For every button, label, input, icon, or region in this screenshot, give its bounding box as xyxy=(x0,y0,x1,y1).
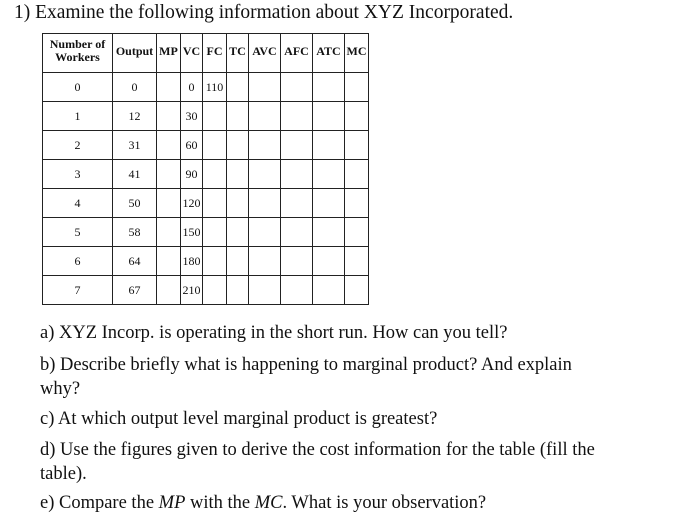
question-e xyxy=(40,493,486,514)
cell-fc xyxy=(203,218,227,247)
cell-mp xyxy=(157,73,181,102)
cell-tc xyxy=(227,218,249,247)
cell-afc xyxy=(281,160,313,189)
cell-atc xyxy=(313,131,345,160)
cell-mp xyxy=(157,276,181,305)
question-c: c) At which output level marginal product is greatest? xyxy=(40,409,438,429)
cell-afc xyxy=(281,131,313,160)
cell-afc xyxy=(281,276,313,305)
cell-avc xyxy=(249,73,281,102)
cell-atc xyxy=(313,218,345,247)
cell-vc: 180 xyxy=(181,247,203,276)
cell-vc: 60 xyxy=(181,131,203,160)
cell-tc xyxy=(227,73,249,102)
header-avc: AVC xyxy=(249,34,281,73)
cell-avc xyxy=(249,247,281,276)
cell-afc xyxy=(281,218,313,247)
cell-atc xyxy=(313,102,345,131)
cell-output: 67 xyxy=(113,276,157,305)
cell-avc xyxy=(249,131,281,160)
cell-fc xyxy=(203,102,227,131)
cell-avc xyxy=(249,276,281,305)
cell-mc xyxy=(345,131,369,160)
cell-avc xyxy=(249,102,281,131)
cell-atc xyxy=(313,189,345,218)
table-row xyxy=(43,102,369,131)
cell-tc xyxy=(227,131,249,160)
cell-workers: 5 xyxy=(43,218,113,247)
question-e-suffix: . What is your observation? xyxy=(282,493,487,513)
question-d-line1: d) Use the figures given to derive the cost information for the table (fill the xyxy=(40,440,595,460)
cell-atc xyxy=(313,276,345,305)
cell-output: 12 xyxy=(113,102,157,131)
question-b-line1: b) Describe briefly what is happening to marginal product? And explain xyxy=(40,355,572,375)
cell-fc xyxy=(203,247,227,276)
cell-mc xyxy=(345,160,369,189)
cell-fc xyxy=(203,189,227,218)
cell-mc xyxy=(345,247,369,276)
table-row xyxy=(43,276,369,305)
question-e-mc: MC xyxy=(254,493,283,513)
table-row xyxy=(43,131,369,160)
cell-avc xyxy=(249,160,281,189)
cell-afc xyxy=(281,73,313,102)
cost-table xyxy=(42,33,369,305)
header-vc: VC xyxy=(181,34,203,73)
cell-output: 41 xyxy=(113,160,157,189)
cell-fc xyxy=(203,160,227,189)
cell-mp xyxy=(157,247,181,276)
cell-tc xyxy=(227,247,249,276)
cell-vc: 0 xyxy=(181,73,203,102)
cell-workers: 0 xyxy=(43,73,113,102)
cell-avc xyxy=(249,218,281,247)
cell-afc xyxy=(281,102,313,131)
cell-tc xyxy=(227,160,249,189)
cell-mc xyxy=(345,102,369,131)
cell-output: 31 xyxy=(113,131,157,160)
cell-workers: 4 xyxy=(43,189,113,218)
question-e-mp: MP xyxy=(158,493,186,513)
cell-fc xyxy=(203,131,227,160)
table-row xyxy=(43,218,369,247)
cell-output: 58 xyxy=(113,218,157,247)
cell-output: 50 xyxy=(113,189,157,218)
header-mp: MP xyxy=(157,34,181,73)
cell-mc xyxy=(345,73,369,102)
header-atc: ATC xyxy=(313,34,345,73)
cell-atc xyxy=(313,73,345,102)
cell-atc xyxy=(313,247,345,276)
cell-mc xyxy=(345,189,369,218)
cell-mp xyxy=(157,189,181,218)
question-e-prefix: e) Compare the xyxy=(40,493,159,513)
cell-vc: 150 xyxy=(181,218,203,247)
header-fc: FC xyxy=(203,34,227,73)
cell-avc xyxy=(249,189,281,218)
question-a: a) XYZ Incorp. is operating in the short run. How can you tell? xyxy=(40,323,508,343)
cell-workers: 6 xyxy=(43,247,113,276)
cell-output: 0 xyxy=(113,73,157,102)
cell-vc: 30 xyxy=(181,102,203,131)
cell-mp xyxy=(157,102,181,131)
table-body xyxy=(43,73,369,305)
header-mc: MC xyxy=(345,34,369,73)
cell-mc xyxy=(345,276,369,305)
cell-tc xyxy=(227,102,249,131)
cell-afc xyxy=(281,247,313,276)
cell-output: 64 xyxy=(113,247,157,276)
cell-workers: 2 xyxy=(43,131,113,160)
table-row xyxy=(43,73,369,102)
cell-tc xyxy=(227,189,249,218)
page-title: 1) Examine the following information about XYZ Incorporated. xyxy=(14,2,514,23)
table-row xyxy=(43,160,369,189)
cell-atc xyxy=(313,160,345,189)
cell-fc xyxy=(203,276,227,305)
table-header-row xyxy=(43,34,369,73)
table-row xyxy=(43,247,369,276)
cell-mp xyxy=(157,131,181,160)
header-output: Output xyxy=(113,34,157,73)
cell-mp xyxy=(157,160,181,189)
cell-workers: 3 xyxy=(43,160,113,189)
header-tc: TC xyxy=(227,34,249,73)
question-d-line2: table). xyxy=(40,464,87,484)
header-workers: Number of Workers xyxy=(43,34,113,73)
cell-mp xyxy=(157,218,181,247)
cell-vc: 120 xyxy=(181,189,203,218)
table-row xyxy=(43,189,369,218)
cell-workers: 1 xyxy=(43,102,113,131)
cell-vc: 90 xyxy=(181,160,203,189)
cell-afc xyxy=(281,189,313,218)
header-afc: AFC xyxy=(281,34,313,73)
cell-workers: 7 xyxy=(43,276,113,305)
question-b-line2: why? xyxy=(40,379,81,399)
question-e-middle: with the xyxy=(185,493,255,513)
cell-tc xyxy=(227,276,249,305)
cell-fc: 110 xyxy=(203,73,227,102)
cell-mc xyxy=(345,218,369,247)
cell-vc: 210 xyxy=(181,276,203,305)
